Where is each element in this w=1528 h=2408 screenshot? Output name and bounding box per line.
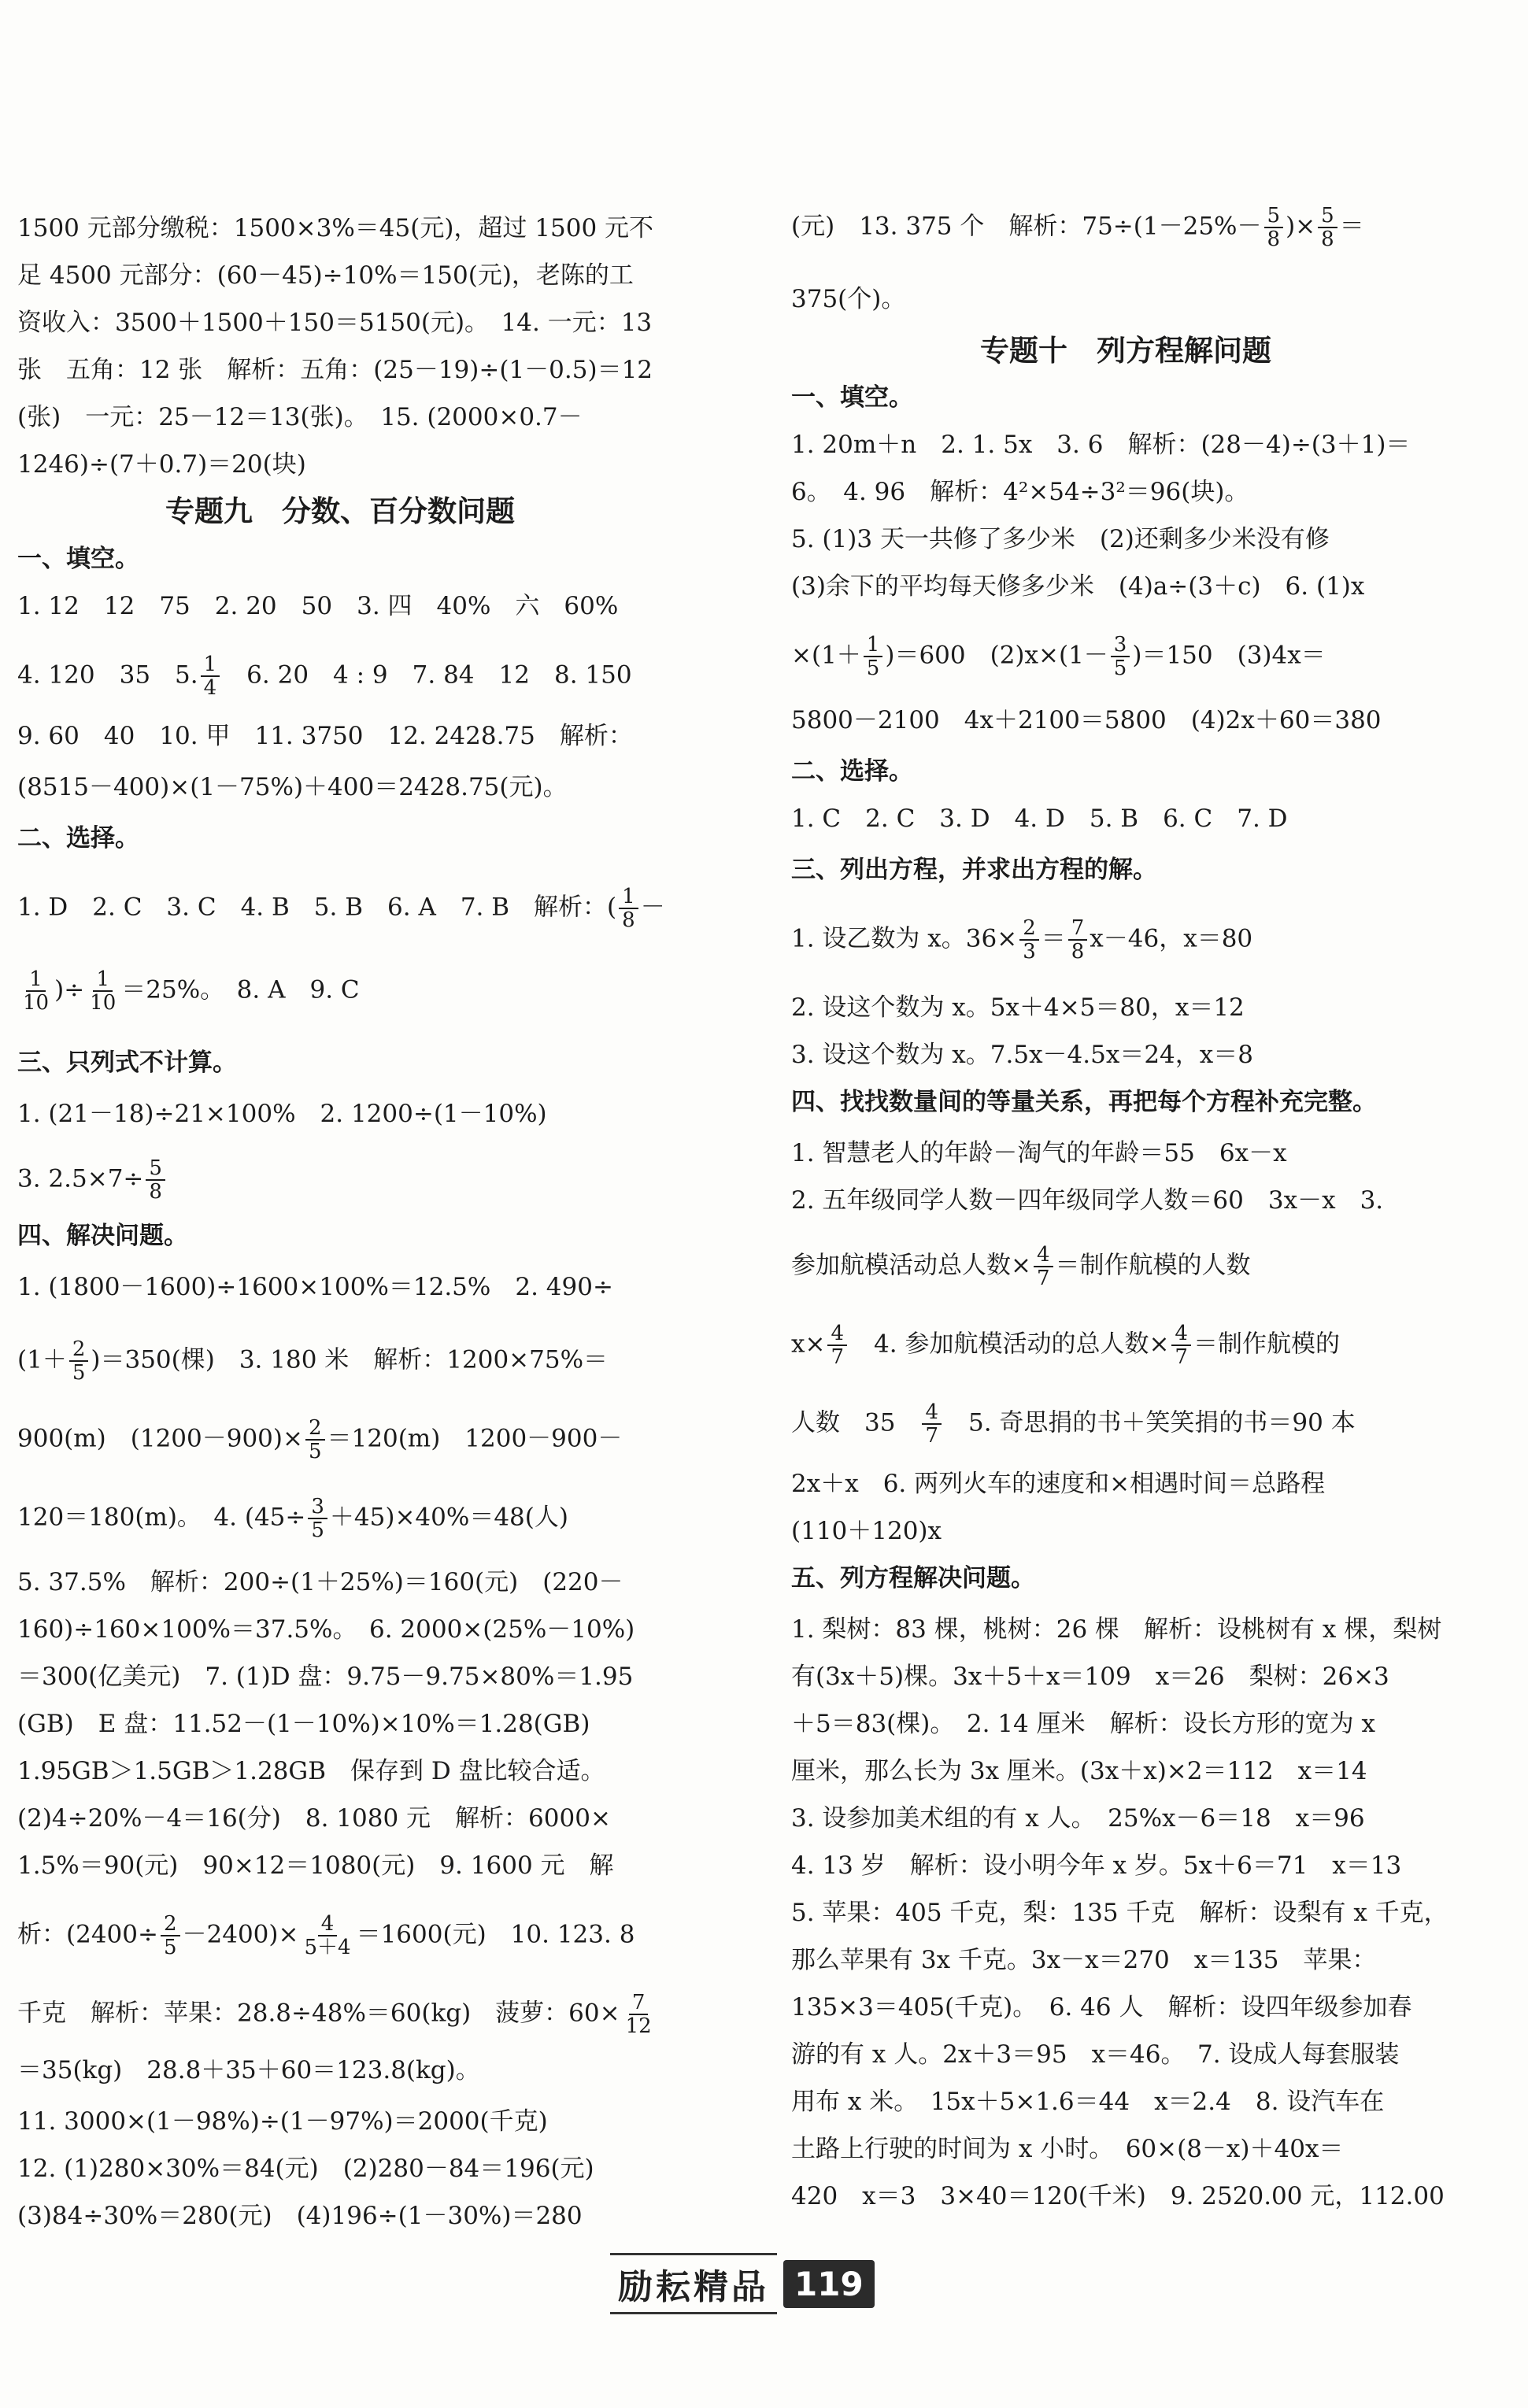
text-line: 1. 梨树：83 棵，桃树：26 棵 解析：设桃树有 x 棵，梨树 [791,1615,1442,1644]
text-line: (3)余下的平均每天修多少米 (4)a÷(3＋c) 6. (1)x [791,572,1365,601]
section-heading: 五、列方程解决问题。 [791,1564,1035,1592]
fraction: $\frac{4}{7}$ [827,1322,847,1368]
fraction: $\frac{1}{5}$ [864,634,883,679]
fraction: $\frac{1}{10}$ [90,967,117,1015]
section-heading: 四、解决问题。 [17,1222,188,1250]
fraction: $\frac{4}{5+4}$ [304,1912,351,1959]
text-line: 5800－2100 4x＋2100＝5800 (4)2x＋60＝380 [791,706,1382,734]
section-heading: 一、填空。 [791,383,913,412]
text-line: 析：(2400÷ $\frac{2}{5}$ －2400)× $\frac{4}{5+4}$ ＝1600(元) 10. 123. 8 [17,1912,635,1959]
text-line: 1. (1800－1600)÷1600×100%＝12.5% 2. 490÷ [17,1273,613,1301]
fraction: $\frac{3}{5}$ [1111,634,1130,679]
fraction: $\frac{7}{12}$ [625,1991,652,2038]
text-line: (3)84÷30%＝280(元) (4)196÷(1－30%)＝280 [17,2202,583,2230]
text-line: 厘米，那么长为 3x 厘米。(3x＋x)×2＝112 x＝14 [791,1757,1367,1785]
text-line: (2)4÷20%－4＝16(分) 8. 1080 元 解析：6000× [17,1804,611,1833]
text-line: 5. (1)3 天一共修了多少米 (2)还剩多少米没有修 [791,525,1330,553]
text-line: 5. 苹果：405 千克，梨：135 千克 解析：设梨有 x 千克， [791,1899,1448,1927]
text-line: 有(3x＋5)棵。3x＋5＋x＝109 x＝26 梨树：26×3 [791,1663,1389,1691]
text-line: ＝300(亿美元) 7. (1)D 盘：9.75－9.75×80%＝1.95 [17,1663,634,1691]
topic-9-title: 专题九 分数、百分数问题 [165,494,515,528]
text-line: 1. 20m＋n 2. 1. 5x 3. 6 解析：(28－4)÷(3＋1)＝ [791,431,1411,459]
text-line: 375(个)。 [791,285,906,313]
fraction: $\frac{3}{5}$ [308,1496,327,1541]
text-line: (GB) E 盘：11.52－(1－10%)×10%＝1.28(GB) [17,1710,590,1738]
fraction: $\frac{5}{8}$ [1318,205,1337,250]
text-line: 5. 37.5% 解析：200÷(1＋25%)＝160(元) (220－ [17,1568,623,1596]
text-line: 那么苹果有 3x 千克。3x－x＝270 x＝135 苹果： [791,1946,1377,1974]
text-line: 420 x＝3 3×40＝120(千米) 9. 2520.00 元，112.00 [791,2182,1445,2210]
text-line: (张) 一元：25－12＝13(张)。 15. (2000×0.7－ [17,403,583,431]
text-line: 4. 13 岁 解析：设小明今年 x 岁。5x＋6＝71 x＝13 [791,1851,1402,1880]
text-line: 3. 设参加美术组的有 x 人。 25%x－6＝18 x＝96 [791,1804,1365,1833]
text-line: ＝35(kg) 28.8＋35＋60＝123.8(kg)。 [17,2056,480,2084]
text-line: 1. 设乙数为 x。36× $\frac{2}{3}$ ＝ $\frac{7}{8}$ x－46，x＝80 [791,916,1253,964]
text-line: 人数 35 $\frac{4}{7}$ 5. 奇思捐的书＋笑笑捐的书＝90 本 [791,1400,1356,1448]
text-line: 900(m) (1200－900)× $\frac{2}{5}$ ＝120(m) 1200－900－ [17,1416,623,1463]
section-heading: 三、列出方程，并求出方程的解。 [791,856,1157,884]
text-line: 2. 设这个数为 x。5x＋4×5＝80，x＝12 [791,993,1245,1022]
text-line: 135×3＝405(千克)。 6. 46 人 解析：设四年级参加春 [791,1993,1412,2021]
section-heading: 二、选择。 [17,824,139,853]
text-line: 用布 x 米。 15x＋5×1.6＝44 x＝2.4 8. 设汽车在 [791,2088,1385,2116]
fraction: $\frac{4}{7}$ [922,1401,942,1447]
fraction: $\frac{1}{10}$ [23,967,50,1015]
text-line: (元) 13. 375 个 解析：75÷(1－25%－ $\frac{5}{8}$ )× $\frac{5}{8}$ ＝ [791,204,1364,251]
topic-10-title: 专题十 列方程解问题 [980,334,1271,368]
section-heading: 一、填空。 [17,545,139,573]
brand-logo: 励耘精品 [610,2253,777,2314]
text-line: 1. 智慧老人的年龄－淘气的年龄＝55 6x－x [791,1139,1287,1167]
text-line: 1.95GB＞1.5GB＞1.28GB 保存到 D 盘比较合适。 [17,1757,605,1785]
text-line: 1. (21－18)÷21×100% 2. 1200÷(1－10%) [17,1100,547,1128]
text-line: 4. 120 35 5. $\frac{1}{4}$ 6. 20 4 : 9 7. 84 12 8. 150 [17,653,632,700]
text-line: 1. D 2. C 3. C 4. B 5. B 6. A 7. B 解析：( $\frac{1}{8}$ － [17,885,665,932]
fraction: $\frac{1}{4}$ [201,653,220,699]
text-line: 3. 设这个数为 x。7.5x－4.5x＝24，x＝8 [791,1041,1253,1069]
text-line: 11. 3000×(1－98%)÷(1－97%)＝2000(千克) [17,2107,548,2136]
fraction: $\frac{5}{8}$ [1264,205,1284,250]
text-line: $\frac{1}{10}$ )÷ $\frac{1}{10}$ ＝25%。 8. A 9. C [17,968,360,1014]
text-line: 1500 元部分缴税：1500×3%＝45(元)，超过 1500 元不 [17,214,654,242]
fraction: $\frac{2}{3}$ [1019,917,1039,963]
text-line: (8515－400)×(1－75%)＋400＝2428.75(元)。 [17,773,568,801]
text-line: 6。 4. 96 解析：4²×54÷3²＝96(块)。 [791,478,1249,506]
text-line: 120＝180(m)。 4. (45÷ $\frac{3}{5}$ ＋45)×40%＝48(人) [17,1495,568,1542]
text-line: 2x＋x 6. 两列火车的速度和×相遇时间＝总路程 [791,1470,1326,1498]
fraction: $\frac{4}{7}$ [1034,1244,1053,1289]
page-number: 119 [783,2260,875,2308]
text-line: 1.5%＝90(元) 90×12＝1080(元) 9. 1600 元 解 [17,1851,614,1880]
section-heading: 四、找找数量间的等量关系，再把每个方程补充完整。 [791,1088,1377,1116]
text-line: (110＋120)x [791,1517,942,1545]
text-line: (1＋ $\frac{2}{5}$ )＝350(棵) 3. 180 米 解析：1200×75%＝ [17,1337,609,1385]
text-line: 1. 12 12 75 2. 20 50 3. 四 40% 六 60% [17,592,619,620]
section-heading: 三、只列式不计算。 [17,1049,237,1077]
page-footer [610,2255,875,2312]
text-line: 160)÷160×100%＝37.5%。 6. 2000×(25%－10%) [17,1615,635,1644]
text-line: 1. C 2. C 3. D 4. D 5. B 6. C 7. D [791,805,1288,833]
text-line: 千克 解析：苹果：28.8÷48%＝60(kg) 菠萝：60× $\frac{7}{12}$ [17,1992,657,2037]
text-line: 足 4500 元部分：(60－45)÷10%＝150(元)，老陈的工 [17,261,634,290]
fraction: $\frac{2}{5}$ [161,1913,180,1959]
fraction: $\frac{4}{7}$ [1171,1322,1191,1368]
section-heading: 二、选择。 [791,757,913,786]
text-line: 参加航模活动总人数× $\frac{4}{7}$ ＝制作航模的人数 [791,1243,1251,1290]
fraction: $\frac{2}{5}$ [305,1417,325,1463]
text-line: 9. 60 40 10. 甲 11. 3750 12. 2428.75 解析： [17,722,633,750]
text-line: 张 五角：12 张 解析：五角：(25－19)÷(1－0.5)＝12 [17,356,653,384]
text-line: ＋5＝83(棵)。 2. 14 厘米 解析：设长方形的宽为 x [791,1710,1375,1738]
fraction: $\frac{7}{8}$ [1068,917,1088,963]
text-line: 土路上行驶的时间为 x 小时。 60×(8－x)＋40x＝ [791,2135,1344,2163]
text-line: 2. 五年级同学人数－四年级同学人数＝60 3x－x 3. [791,1186,1384,1215]
text-line: 资收入：3500＋1500＋150＝5150(元)。 14. 一元：13 [17,309,653,337]
text-line: x× $\frac{4}{7}$ 4. 参加航模活动的总人数× $\frac{4}{7}$ ＝制作航模的 [791,1322,1340,1369]
text-line: 3. 2.5×7÷ $\frac{5}{8}$ [17,1157,168,1203]
fraction: $\frac{1}{8}$ [619,886,638,931]
text-line: 1246)÷(7＋0.7)＝20(块) [17,450,306,479]
fraction: $\frac{2}{5}$ [69,1338,89,1384]
text-line: ×(1＋ $\frac{1}{5}$ )＝600 (2)x×(1－ $\frac{3}{5}$ )＝150 (3)4x＝ [791,633,1326,680]
text-line: 游的有 x 人。2x＋3＝95 x＝46。 7. 设成人每套服装 [791,2040,1400,2069]
text-line: 12. (1)280×30%＝84(元) (2)280－84＝196(元) [17,2155,594,2183]
fraction: $\frac{5}{8}$ [146,1157,165,1203]
